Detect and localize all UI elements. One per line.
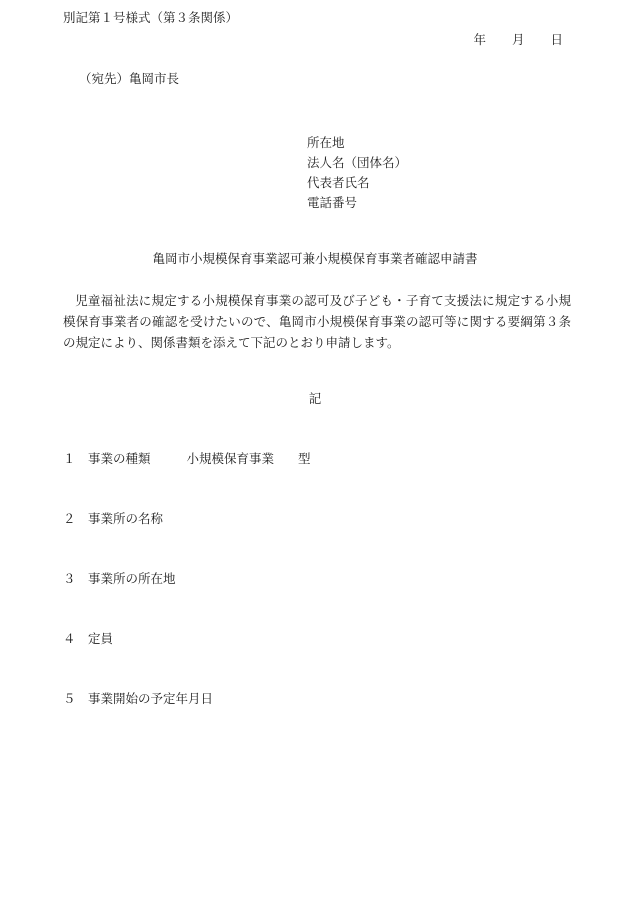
item-number: ４ xyxy=(63,631,76,646)
item-label: 事業所の名称 xyxy=(88,511,164,526)
addressee: （宛先）亀岡市長 xyxy=(79,71,180,86)
item-value: 小規模保育事業 xyxy=(186,451,275,466)
date-year: 年 xyxy=(473,32,486,47)
item-start-date xyxy=(63,693,213,706)
date-line xyxy=(0,34,563,47)
item-label: 事業の種類 xyxy=(88,451,151,466)
item-label: 事業開始の予定年月日 xyxy=(88,691,214,706)
form-label: 別記第１号様式（第３条関係） xyxy=(63,10,239,25)
item-label: 定員 xyxy=(88,631,114,646)
item-business-type xyxy=(63,453,311,466)
applicant-phone-label: 電話番号 xyxy=(307,195,358,210)
ki-heading: 記 xyxy=(308,391,322,406)
item-label: 事業所の所在地 xyxy=(88,571,176,586)
item-facility-name xyxy=(63,513,163,526)
item-number: ３ xyxy=(63,571,76,586)
application-body-text: 児童福祉法に規定する小規模保育事業の認可及び子ども・子育て支援法に規定する小規模保育事業者の確認を受けたいので、亀岡市小規模保育事業の認可等に関する要綱第３条の規定により、関係書類を添えて下記のとおり申請します。 xyxy=(63,293,571,350)
item-suffix: 型 xyxy=(298,451,311,466)
applicant-representative-label: 代表者氏名 xyxy=(307,175,370,190)
application-body xyxy=(63,290,571,353)
document-title: 亀岡市小規模保育事業認可兼小規模保育事業者確認申請書 xyxy=(152,251,478,266)
applicant-fields xyxy=(307,133,407,213)
item-number: ５ xyxy=(63,691,76,706)
item-facility-address xyxy=(63,573,176,586)
item-number: ２ xyxy=(63,511,76,526)
date-day: 日 xyxy=(550,32,563,47)
item-number: １ xyxy=(63,451,76,466)
applicant-corp-name-label: 法人名（団体名） xyxy=(307,155,408,170)
item-capacity xyxy=(63,633,113,646)
applicant-address-label: 所在地 xyxy=(307,135,345,150)
date-month: 月 xyxy=(511,32,525,47)
